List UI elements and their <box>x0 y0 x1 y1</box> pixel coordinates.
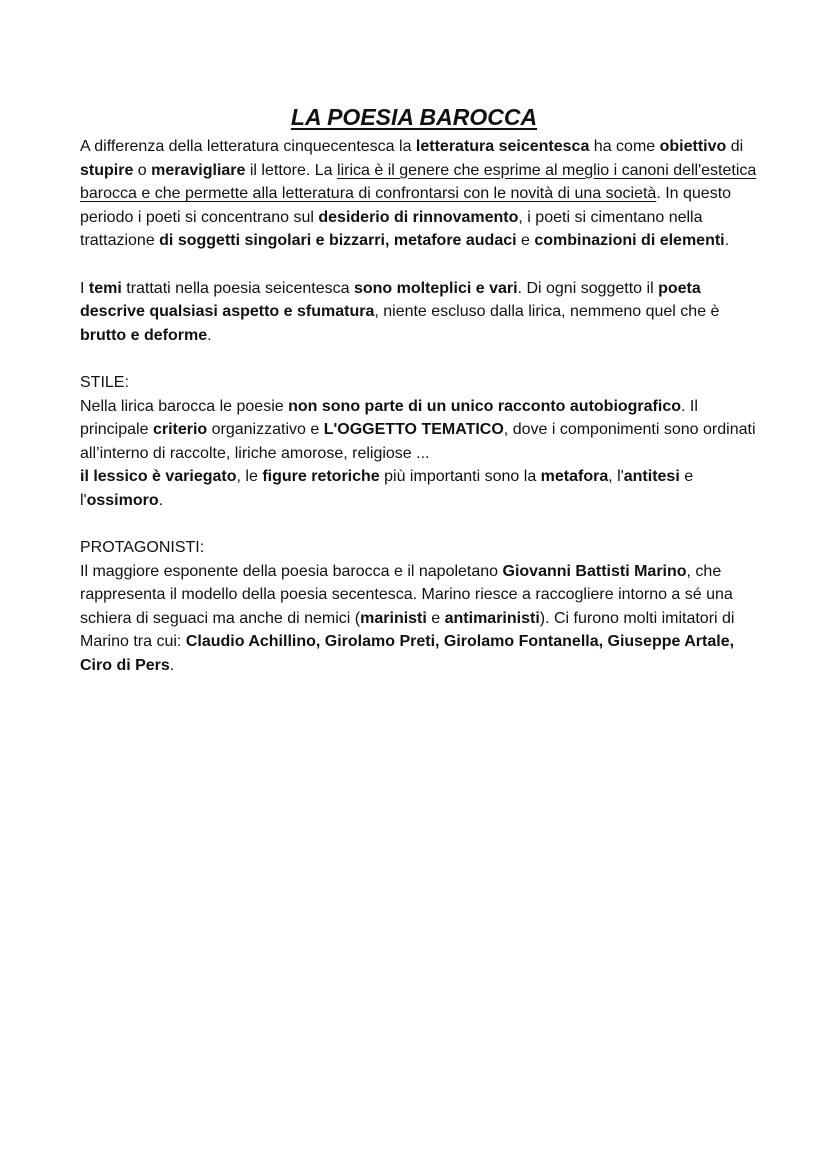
intro-paragraph <box>80 135 760 253</box>
bold-text: desiderio di rinnovamento <box>318 208 519 226</box>
text: . <box>207 326 212 344</box>
text: , i poeti si cimentano nella trattazione <box>80 208 703 250</box>
page-title: LA POESIA BAROCCA <box>290 104 538 130</box>
bold-text: Giovanni Battisti Marino <box>502 562 687 580</box>
text: . Di ogni soggetto il <box>517 279 659 297</box>
bold-text: antitesi <box>623 468 680 486</box>
text: , niente escluso dalla lirica, nemmeno quel che è <box>374 303 720 321</box>
bold-text: antimarinisti <box>444 609 540 627</box>
document-body <box>80 135 760 678</box>
protagonists-heading: PROTAGONISTI: <box>80 539 205 557</box>
text: Nella lirica barocca le poesie <box>80 397 289 415</box>
bold-text: marinisti <box>360 609 427 627</box>
text: o <box>133 161 152 179</box>
text: trattati nella poesia seicentesca <box>121 279 354 297</box>
bold-text: figure retoriche <box>262 468 380 486</box>
text: . <box>169 657 175 675</box>
style-lexicon-paragraph <box>80 465 760 512</box>
bold-text: temi <box>88 279 122 297</box>
text: e <box>516 232 535 250</box>
text: , dove i componimenti sono ordinati all’interno di raccolte, liriche amorose, religiose ... <box>80 421 756 462</box>
text: , l' <box>608 468 624 486</box>
underlined-text: lirica è il genere che esprime al meglio i canoni dell'estetica barocca e che permette alla letteratura di confrontarsi con le novità di una società <box>80 161 757 203</box>
bold-text: letteratura seicentesca <box>415 138 590 155</box>
text: A differenza della letteratura cinquecentesca la <box>80 138 416 155</box>
text: più importanti sono la <box>379 468 541 486</box>
text: Il maggiore esponente della poesia barocca e il napoletano <box>80 562 503 580</box>
text: . <box>724 232 730 250</box>
text: organizzativo e <box>207 421 324 439</box>
themes-paragraph <box>80 277 760 348</box>
paragraph-gap <box>80 513 760 537</box>
text: il lettore. La <box>245 161 338 179</box>
text: ). Ci furono molti imitatori di Marino tra cui: <box>80 609 735 651</box>
bold-text: meravigliare <box>151 161 246 179</box>
bold-text: poeta descrive qualsiasi aspetto e sfumatura <box>80 279 701 321</box>
text: di <box>726 138 744 155</box>
bold-text: L'OGGETTO TEMATICO <box>323 421 504 439</box>
bold-text: brutto e deforme <box>80 326 208 344</box>
bold-text: di soggetti singolari e bizzarri, metafore audaci <box>159 232 517 250</box>
paragraph-gap <box>80 253 760 277</box>
bold-text: non sono parte di un unico racconto autobiografico <box>288 397 681 415</box>
text: . <box>158 491 164 509</box>
bold-text: obiettivo <box>659 138 727 155</box>
text: e l' <box>80 468 694 509</box>
style-paragraph <box>80 395 760 466</box>
bold-text: metafora <box>540 468 609 486</box>
text: , che rappresenta il modello della poesia secentesca. Marino riesce a raccogliere intorno a sé una schiera di seguaci ma anche di nemici ( <box>80 562 733 627</box>
text: e <box>426 609 445 627</box>
bold-text: sono molteplici e vari <box>353 279 518 297</box>
bold-text: stupire <box>80 161 134 179</box>
bold-text: criterio <box>152 421 208 439</box>
bold-text: combinazioni di elementi <box>534 232 725 250</box>
text: I <box>80 279 89 297</box>
style-heading: STILE: <box>80 373 129 391</box>
bold-text: il lessico è variegato <box>80 468 237 486</box>
bold-text: Claudio Achillino, Girolamo Preti, Girolamo Fontanella, Giuseppe Artale, Ciro di Pers <box>80 633 735 675</box>
bold-text: ossimoro <box>86 491 159 509</box>
text: , le <box>236 468 263 486</box>
paragraph-gap <box>80 347 760 371</box>
text: . In questo periodo i poeti si concentrano sul <box>80 185 732 226</box>
text: . Il principale <box>80 397 698 439</box>
text: ha come <box>589 138 660 155</box>
protagonists-paragraph <box>80 560 760 678</box>
